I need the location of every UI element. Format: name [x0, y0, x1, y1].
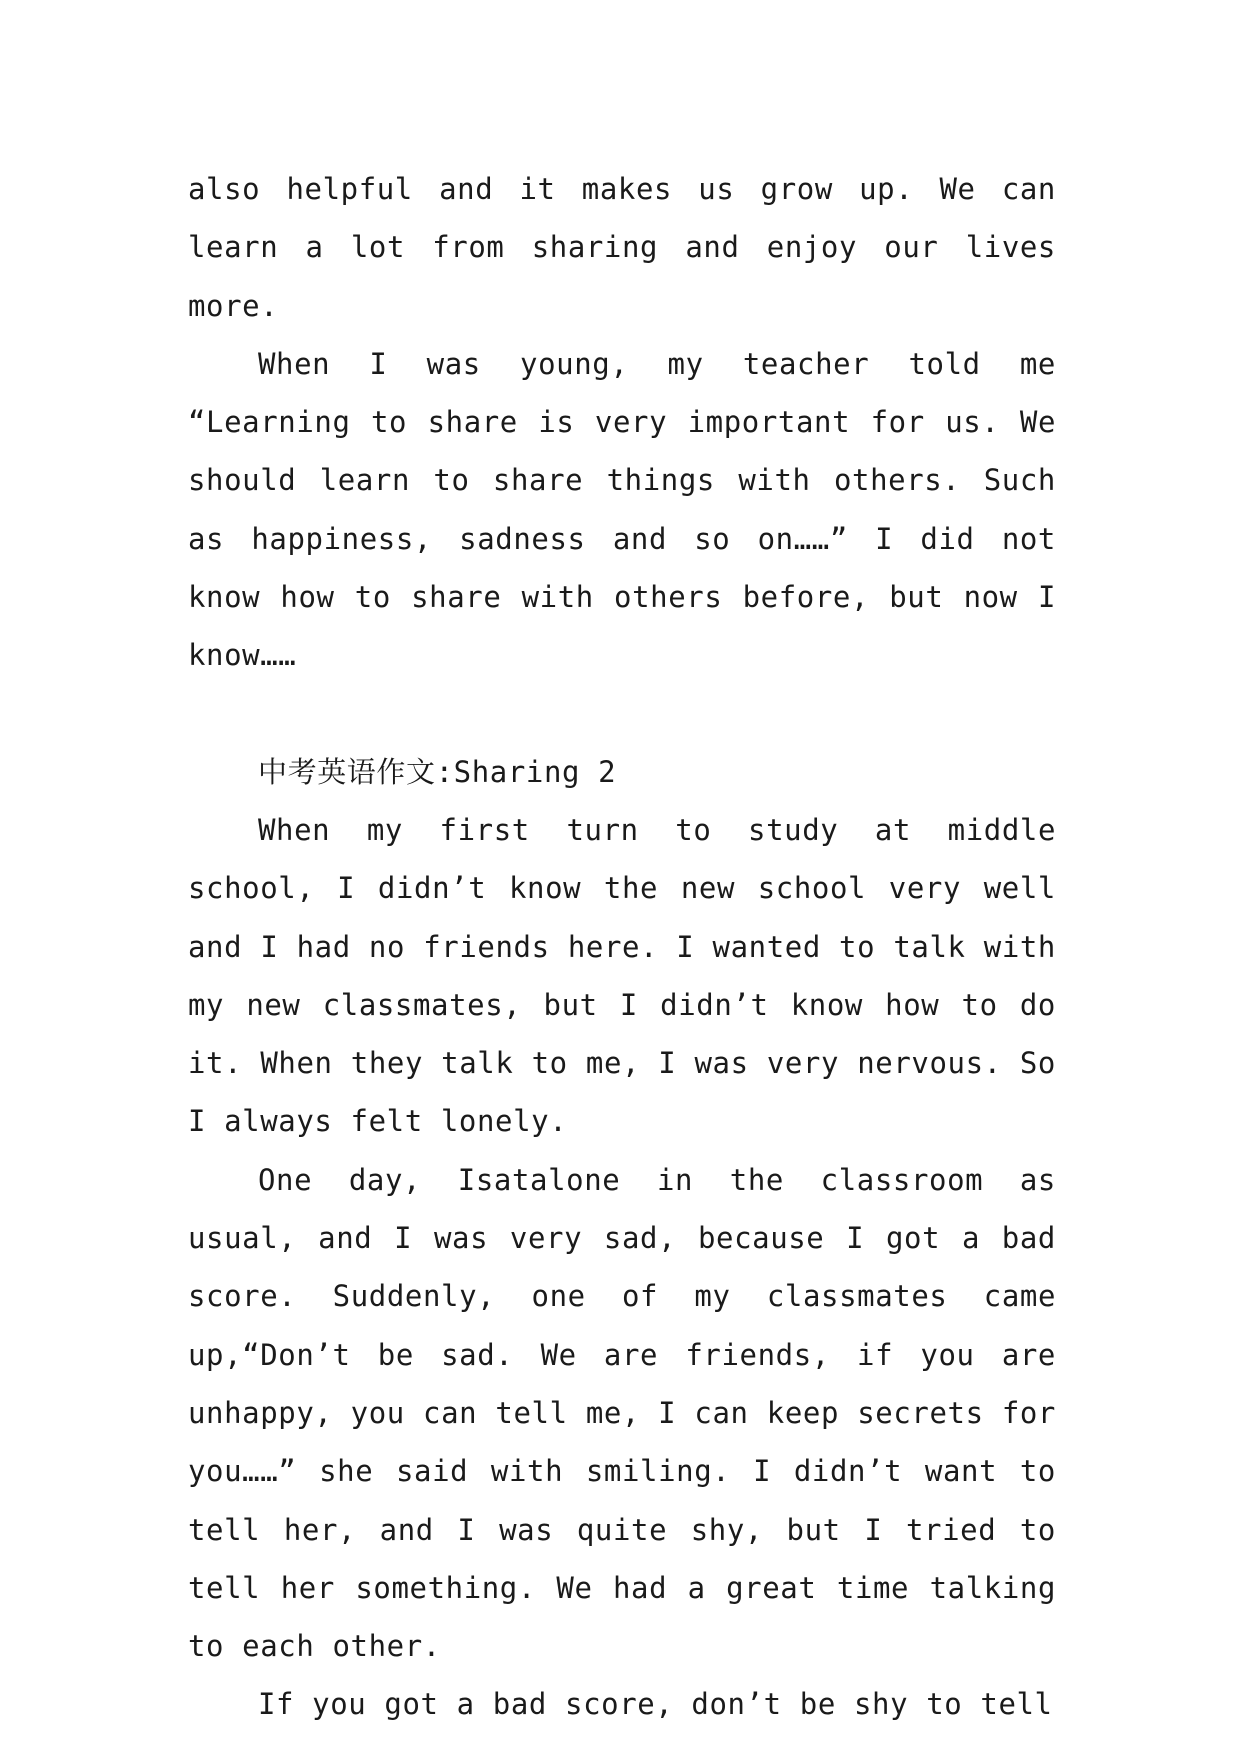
paragraph-middle-school: When my first turn to study at middle school, I didn’t know the new school very well and I had no friends here. I wanted to talk with my new classmates, but I didn’t know how to do it. When they talk to me, I was very nervous. So I always felt lonely. [188, 812, 1056, 1139]
paragraph-if-you: If you got a bad score, don’t be shy to tell [258, 1687, 1053, 1722]
essay-heading: 中考英语作文:Sharing 2 [258, 754, 617, 789]
paragraph-teacher-quote: When I was young, my teacher told me “Learning to share is very important for us. We should learn to share things with others. Such as happiness, sadness and so on……” I did not know how to share with others before, but now I know…… [188, 346, 1056, 673]
document-body [188, 160, 1056, 1734]
paragraph-continuation: also helpful and it makes us grow up. We can learn a lot from sharing and enjoy our lives more. [188, 172, 1056, 323]
paragraph-one-day: One day, Isatalone in the classroom as usual, and I was very sad, because I got a bad score. Suddenly, one of my classmates came up,“Don’t be sad. We are friends, if you are unhappy, you can tell me, I can keep secrets for you……” she said with smiling. I didn’t want to tell her, and I was quite shy, but I tried to tell her something. We had a great time talking to each other. [188, 1162, 1056, 1664]
